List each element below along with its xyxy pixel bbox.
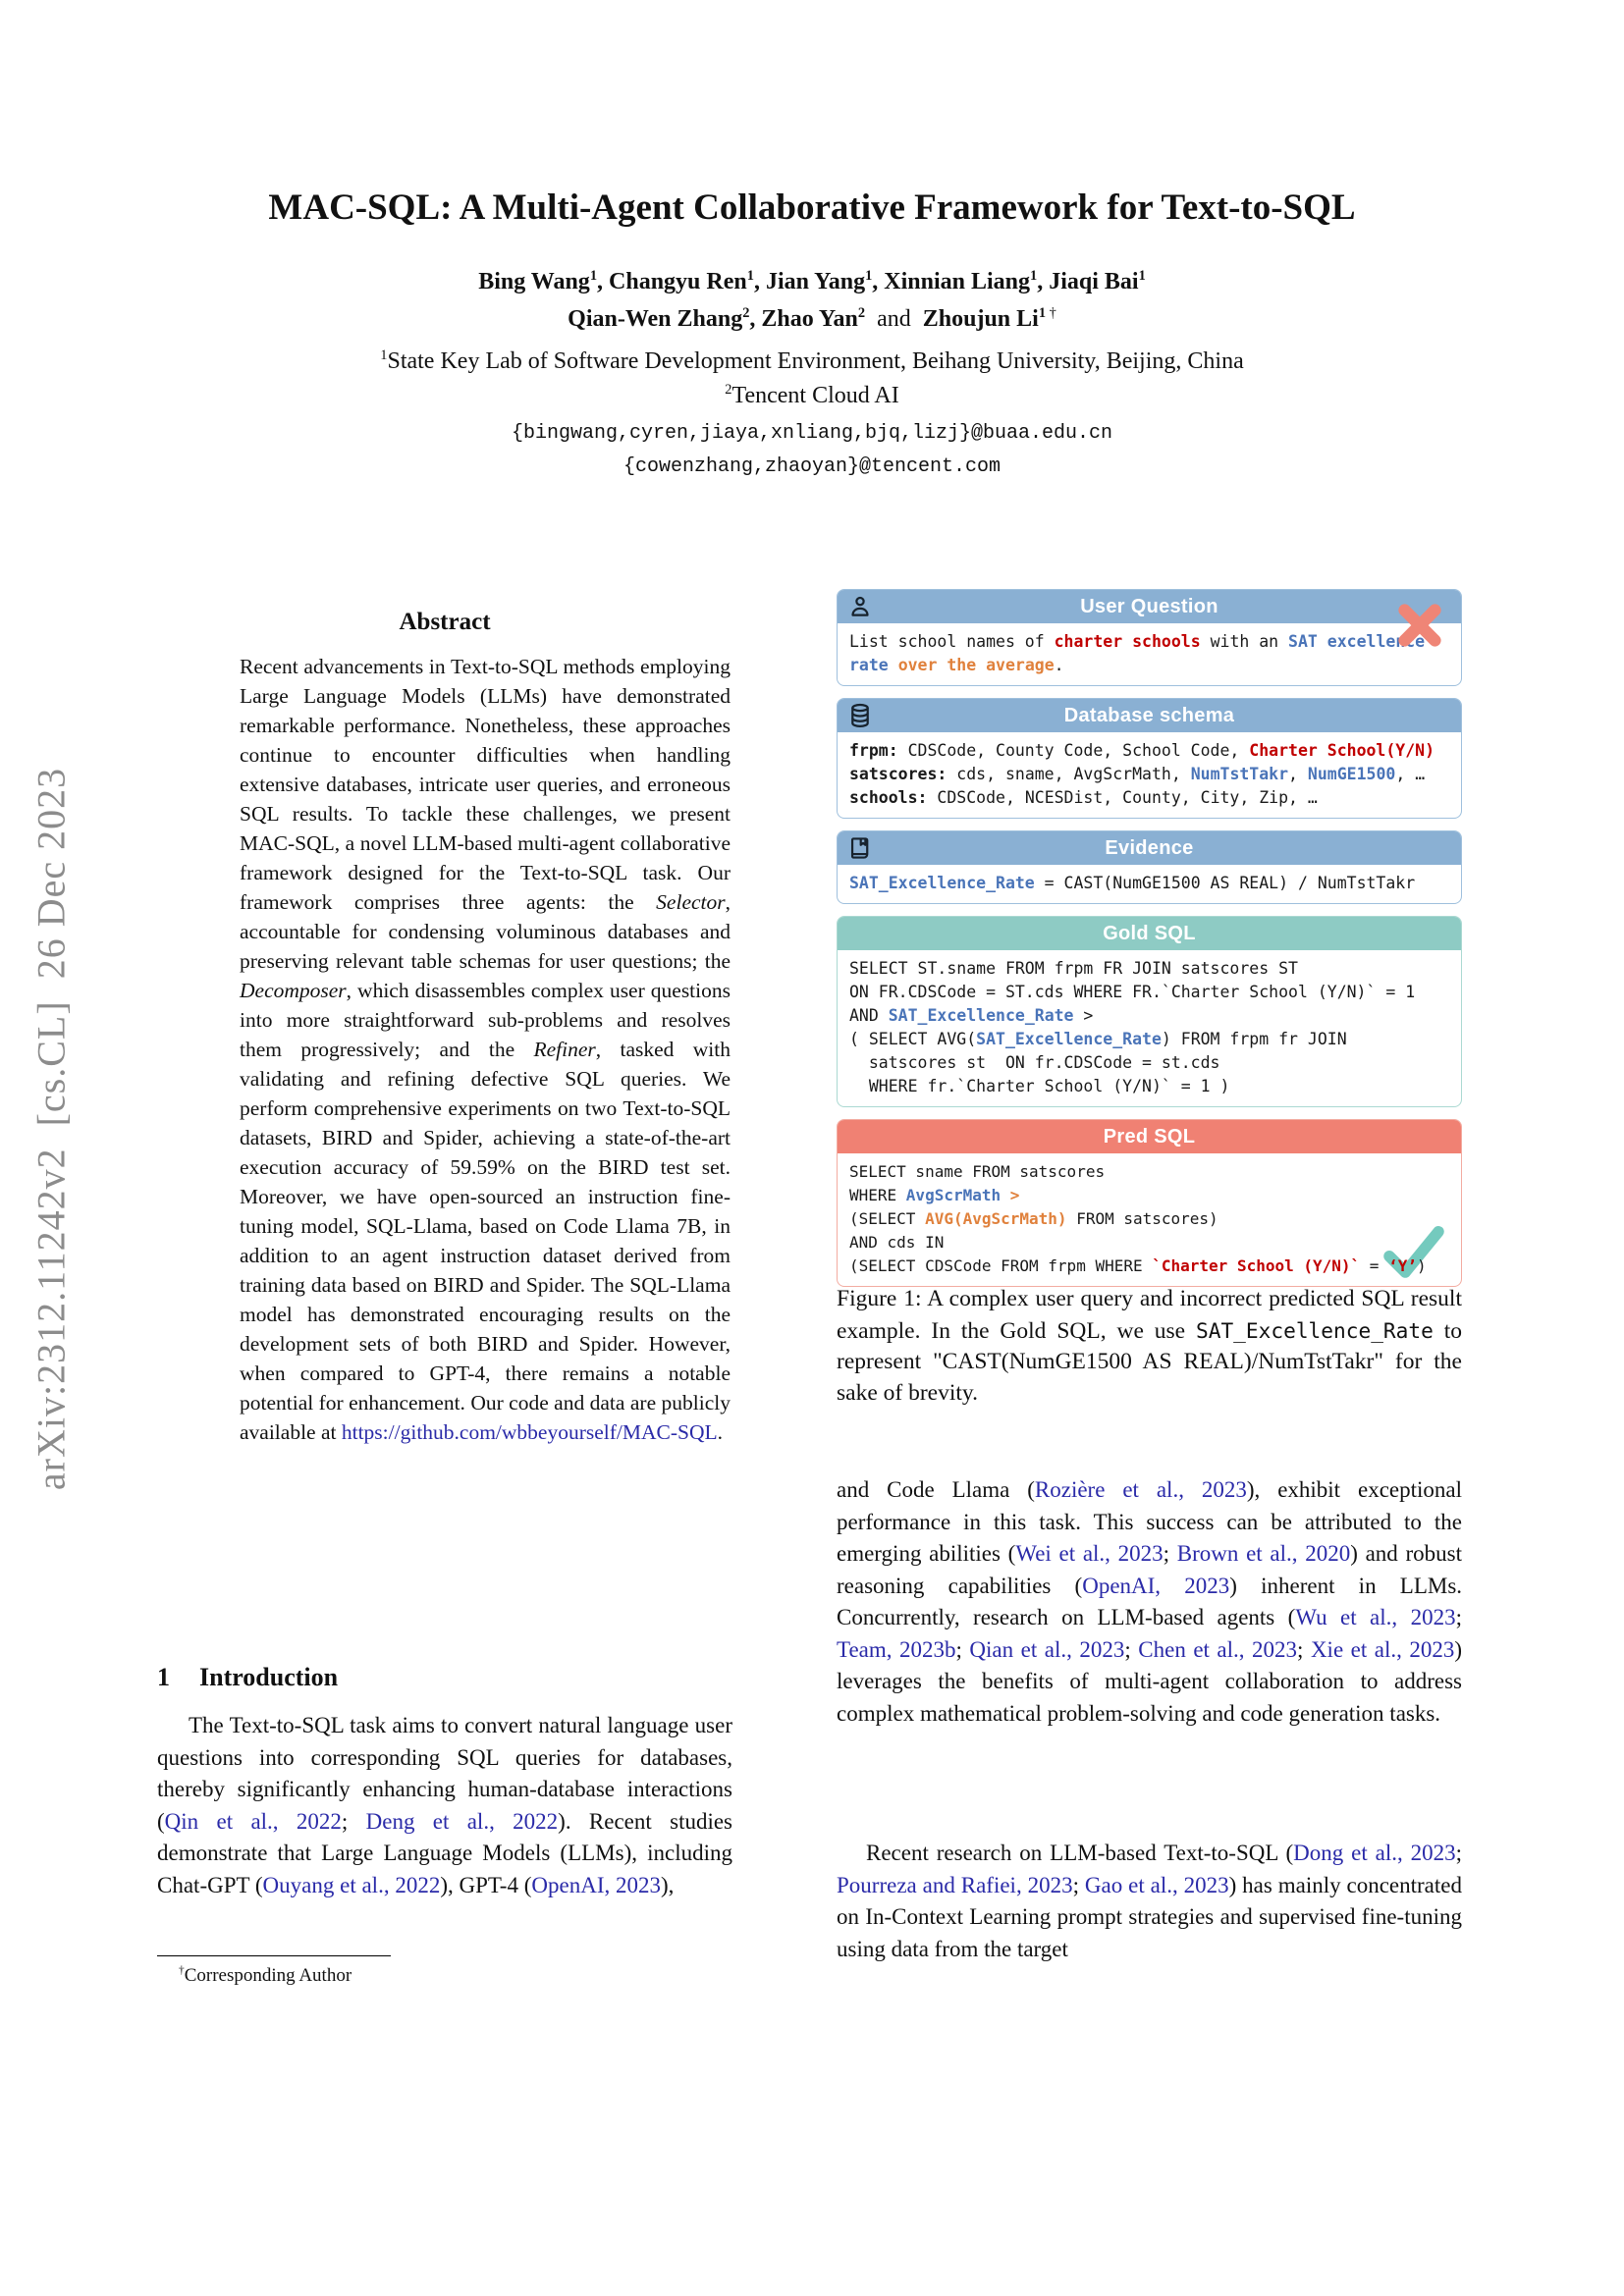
text-segment: SAT excellence <box>1288 632 1426 651</box>
code-line <box>849 654 1449 677</box>
authors-line-2 <box>118 306 1506 333</box>
citation-link[interactable]: Qian et al., 2023 <box>969 1636 1125 1662</box>
text-segment: 1 <box>1138 268 1146 284</box>
code-line <box>849 957 1449 981</box>
box-title: Pred SQL <box>1103 1125 1196 1148</box>
text-segment: ), exhibit exceptional performance in this task. This success can be attributed to the emerging abilities ( <box>837 1477 1462 1566</box>
text-segment: 2 <box>725 382 732 398</box>
text-segment: Changyu Ren <box>609 269 747 294</box>
user-question-header <box>838 590 1461 623</box>
box-title: Evidence <box>1105 836 1194 859</box>
text-segment: List school names of <box>849 632 1055 651</box>
text-segment: AVG(AvgScrMath) <box>925 1209 1067 1228</box>
text-segment: , <box>1037 269 1050 294</box>
database-schema-header <box>838 699 1461 732</box>
text-segment: Zhoujun Li <box>922 306 1039 332</box>
footnote-rule <box>157 1955 391 1956</box>
text-segment: , <box>1288 765 1308 783</box>
text-segment: SELECT sname FROM satscores <box>849 1162 1106 1181</box>
paper-title: MAC-SQL: A Multi-Agent Collaborative Framework for Text-to-SQL <box>268 187 1356 228</box>
text-segment: , <box>749 306 762 332</box>
user-icon <box>846 593 874 620</box>
text-segment: ; <box>341 1808 366 1834</box>
code-line <box>849 1004 1449 1028</box>
affiliation-1 <box>118 348 1506 375</box>
text-segment: , <box>597 269 610 294</box>
citation-link[interactable]: Deng et al., 2022 <box>365 1808 559 1834</box>
gold-sql-header <box>838 917 1461 950</box>
text-segment: ) and robust reasoning capabilities ( <box>837 1541 1463 1598</box>
text-segment: and <box>865 306 923 332</box>
text-segment: with an <box>1200 632 1289 651</box>
text-segment: NumTstTakr <box>1190 765 1289 783</box>
text-segment: AND <box>849 1006 889 1025</box>
code-line <box>849 763 1449 786</box>
code-line <box>849 1207 1449 1231</box>
code-line <box>849 739 1449 763</box>
text-segment: SAT_Excellence_Rate <box>1196 1317 1434 1343</box>
text-segment: ( SELECT AVG( <box>849 1030 977 1048</box>
pred-sql-content <box>838 1153 1461 1286</box>
authors-line-1 <box>118 269 1506 295</box>
text-segment: WHERE fr.`Charter School (Y/N)` = 1 ) <box>849 1077 1230 1095</box>
text-segment: ) leverages the benefits of multi-agent collaboration to address complex mathematical problem-solving and code generation tasks. <box>837 1636 1463 1726</box>
text-segment: Charter School(Y/N) <box>1249 741 1435 760</box>
text-segment: 1 <box>865 268 873 284</box>
code-line <box>849 786 1449 810</box>
text-segment: Jian Yang <box>765 269 866 294</box>
code-line <box>849 981 1449 1004</box>
text-segment: (SELECT CDSCode FROM frpm WHERE <box>849 1256 1153 1275</box>
text-segment: Recent research on LLM-based Text-to-SQL ( <box>866 1841 1294 1865</box>
pred-sql-box <box>837 1119 1462 1287</box>
text-segment: Decomposer <box>240 979 347 1002</box>
footnote-corresponding-author <box>157 1965 732 1987</box>
introduction-paragraph <box>157 1710 732 1901</box>
text-segment: SAT_Excellence_Rate <box>976 1030 1162 1048</box>
text-segment: > <box>1073 1006 1094 1025</box>
text-segment: The Text-to-SQL task aims to convert natural language user questions into corresponding SQL queries for databases, thereby significantly enhancing human-database interactions ( <box>157 1713 732 1834</box>
user-question-content <box>838 623 1461 685</box>
text-segment: . <box>717 1420 724 1444</box>
citation-link[interactable]: Ouyang et al., 2022 <box>262 1872 441 1897</box>
code-line <box>849 1184 1449 1207</box>
citation-link[interactable]: OpenAI, 2023 <box>1082 1573 1230 1598</box>
text-segment: frpm: <box>849 741 898 760</box>
text-segment: , accountable for condensing voluminous databases and preserving relevant table schemas for user questions; the <box>240 890 731 973</box>
body-paragraph-right-1 <box>837 1474 1462 1730</box>
section-heading-introduction <box>157 1663 732 1692</box>
email-tencent: {cowenzhang,zhaoyan}@tencent.com <box>623 455 1001 478</box>
citation-link[interactable]: Gao et al., 2023 <box>1084 1872 1229 1897</box>
box-title: User Question <box>1080 595 1218 617</box>
text-segment: , <box>872 269 885 294</box>
text-segment: ‘Y’ <box>1388 1256 1417 1275</box>
text-segment: † <box>179 1964 185 1977</box>
text-segment: NumGE1500 <box>1307 765 1396 783</box>
code-line <box>849 1255 1449 1278</box>
text-segment: , <box>753 269 766 294</box>
text-segment: State Key Lab of Software Development Environment, Beihang University, Beijing, China <box>387 348 1244 374</box>
citation-link[interactable]: Xie et al., 2023 <box>1310 1636 1455 1662</box>
text-segment: rate <box>849 656 889 674</box>
text-segment: AvgScrMath <box>905 1186 1001 1204</box>
text-segment: 2 <box>857 305 866 321</box>
text-segment: Refiner <box>533 1038 596 1061</box>
citation-link[interactable]: Wu et al., 2023 <box>1295 1605 1456 1629</box>
text-segment: > <box>1009 1186 1020 1204</box>
text-segment: to represent "CAST(NumGE1500 AS REAL)/NumTstTakr" for the sake of brevity. <box>837 1317 1462 1406</box>
text-segment: Xinnian Liang <box>884 269 1031 294</box>
text-segment: satscores st ON fr.CDSCode = st.cds <box>849 1053 1220 1072</box>
text-segment: Qian-Wen Zhang <box>568 306 743 332</box>
code-line <box>849 1160 1449 1184</box>
text-segment: ; <box>1124 1636 1139 1662</box>
text-segment: ) <box>1416 1256 1427 1275</box>
text-segment <box>889 656 898 674</box>
user-question-box <box>837 589 1462 686</box>
evidence-box <box>837 830 1462 904</box>
box-title: Gold SQL <box>1103 922 1196 944</box>
text-segment: SAT_Excellence_Rate <box>849 874 1035 892</box>
text-segment: 2 <box>742 305 750 321</box>
text-segment: WHERE <box>849 1186 906 1204</box>
text-segment: , tasked with validating and refining defective SQL queries. We perform comprehensive experiments on two Text-to-SQL datasets, BIRD and Spider, achieving a state-of-the-art execution accuracy of 59.59% on the BIRD test set. Moreover, we have open-sourced an instruction fine-tuning model, SQL-Llama, based on Code Llama 7B, in addition to an agent instruction dataset derived from training data based on BIRD and Spider. The SQL-Llama model has demonstrated encouraging results on the development sets of both BIRD and Spider. However, when compared to GPT-4, there remains a notable potential for enhancement. Our code and data are publicly available at <box>240 1038 731 1444</box>
text-segment: = CAST(NumGE1500 AS REAL) / NumTstTakr <box>1034 874 1416 892</box>
text-segment: charter schools <box>1054 632 1201 651</box>
box-title: Database schema <box>1063 704 1235 726</box>
text-segment: CDSCode, NCESDist, County, City, Zip, … <box>927 788 1318 807</box>
code-line <box>849 872 1449 895</box>
citation-link[interactable]: Rozière et al., 2023 <box>1034 1477 1247 1502</box>
figure-1-caption <box>837 1284 1462 1409</box>
text-segment <box>1001 1186 1010 1204</box>
gold-sql-box <box>837 916 1462 1107</box>
text-segment: ; <box>1455 1605 1462 1629</box>
arxiv-watermark: arXiv:2312.11242v2 [cs.CL] 26 Dec 2023 <box>28 767 74 1491</box>
evidence-header <box>838 831 1461 865</box>
text-segment: ; <box>1297 1636 1311 1662</box>
code-line <box>849 1231 1449 1255</box>
code-line <box>849 1075 1449 1098</box>
abstract-heading: Abstract <box>399 609 491 635</box>
text-segment: ) inherent in LLMs. Concurrently, research on LLM-based agents ( <box>837 1573 1463 1629</box>
text-segment: Bing Wang <box>478 269 590 294</box>
text-segment: ; <box>955 1636 970 1662</box>
text-segment: ), <box>660 1872 675 1897</box>
text-segment: FROM satscores) <box>1066 1209 1218 1228</box>
citation-link[interactable]: https://github.com/wbbeyourself/MAC-SQL <box>341 1420 718 1444</box>
citation-link[interactable]: Chen et al., 2023 <box>1138 1636 1298 1662</box>
citation-link[interactable]: Wei et al., 2023 <box>1015 1541 1164 1566</box>
abstract-text <box>240 652 731 1447</box>
text-segment: Recent advancements in Text-to-SQL methods employing Large Language Models (LLMs) have demonstrated remarkable performance. Nonetheless, these approaches continue to encounter difficulties when handling extensive databases, intricate user queries, and erroneous SQL results. To tackle these challenges, we present MAC-SQL, a novel LLM-based multi-agent collaborative framework designed for the Text-to-SQL task. Our framework comprises three agents: the <box>240 655 731 914</box>
citation-link[interactable]: Qin et al., 2022 <box>164 1808 342 1834</box>
citation-link[interactable]: Team, 2023b <box>837 1636 956 1662</box>
text-segment: 1 <box>1030 268 1038 284</box>
text-segment: SELECT ST.sname FROM frpm FR JOIN satscores ST <box>849 959 1298 978</box>
text-segment: 1 <box>1038 305 1047 321</box>
affiliation-2 <box>118 383 1506 409</box>
text-segment: CDSCode, County Code, School Code, <box>897 741 1250 760</box>
text-segment: ; <box>1455 1841 1462 1865</box>
database-schema-content <box>838 732 1461 818</box>
text-segment: schools: <box>849 788 928 807</box>
pred-sql-header <box>838 1120 1461 1153</box>
text-segment: Tencent Cloud AI <box>731 383 899 408</box>
database-icon <box>846 702 874 729</box>
figure-1 <box>837 589 1462 1299</box>
text-segment: ON FR.CDSCode = ST.cds WHERE FR.`Charter School (Y/N)` = 1 <box>849 983 1416 1001</box>
section-title: Introduction <box>199 1663 339 1691</box>
text-segment: 1 <box>380 347 388 363</box>
text-segment: AND cds IN <box>849 1233 945 1252</box>
text-segment: Selector <box>656 890 726 914</box>
text-segment: , … <box>1395 765 1426 783</box>
citation-link[interactable]: Brown et al., 2020 <box>1176 1541 1351 1566</box>
citation-link[interactable]: OpenAI, 2023 <box>531 1872 661 1897</box>
text-segment: 1 <box>746 268 754 284</box>
text-segment: † <box>1046 305 1056 321</box>
text-segment: cds, sname, AvgScrMath, <box>947 765 1191 783</box>
text-segment: and Code Llama ( <box>837 1477 1035 1502</box>
code-line <box>849 630 1449 654</box>
email-buaa: {bingwang,cyren,jiaya,xnliang,bjq,lizj}@buaa.edu.cn <box>511 422 1113 445</box>
text-segment: = <box>1360 1256 1389 1275</box>
evidence-content <box>838 865 1461 903</box>
citation-link[interactable]: Dong et al., 2023 <box>1293 1841 1456 1865</box>
text-segment: 1 <box>589 268 598 284</box>
text-segment: Corresponding Author <box>184 1965 352 1986</box>
text-segment: ) has mainly concentrated on In-Context Learning prompt strategies and supervised fine-tuning using data from the target <box>837 1872 1462 1961</box>
code-line <box>849 1028 1449 1051</box>
text-segment: ), GPT-4 ( <box>440 1872 532 1897</box>
citation-link[interactable]: Pourreza and Rafiei, 2023 <box>837 1872 1073 1897</box>
text-segment: , which disassembles complex user questions into more straightforward sub-problems and resolves them progressively; and the <box>240 979 731 1061</box>
text-segment: ) FROM frpm fr JOIN <box>1161 1030 1347 1048</box>
text-segment: . <box>1054 656 1064 674</box>
text-segment: ; <box>1163 1541 1177 1566</box>
text-segment: `Charter School (Y/N)` <box>1152 1256 1361 1275</box>
gold-sql-content <box>838 950 1461 1106</box>
body-paragraph-right-2 <box>837 1838 1462 1965</box>
text-segment: ). Recent studies demonstrate that Large Language Models (LLMs), including Chat-GPT ( <box>157 1808 733 1897</box>
code-line <box>849 1051 1449 1075</box>
text-segment: over the average <box>897 656 1055 674</box>
section-number: 1 <box>157 1663 170 1691</box>
text-segment: (SELECT <box>849 1209 926 1228</box>
text-segment: Zhao Yan <box>761 306 858 332</box>
text-segment: ; <box>1072 1872 1085 1897</box>
text-segment: satscores: <box>849 765 947 783</box>
database-schema-box <box>837 698 1462 819</box>
text-segment: Jiaqi Bai <box>1049 269 1139 294</box>
book-icon <box>846 834 874 862</box>
text-segment: Figure 1: A complex user query and incorrect predicted SQL result example. In the Gold SQL, we use <box>837 1286 1462 1344</box>
text-segment: SAT_Excellence_Rate <box>888 1006 1074 1025</box>
